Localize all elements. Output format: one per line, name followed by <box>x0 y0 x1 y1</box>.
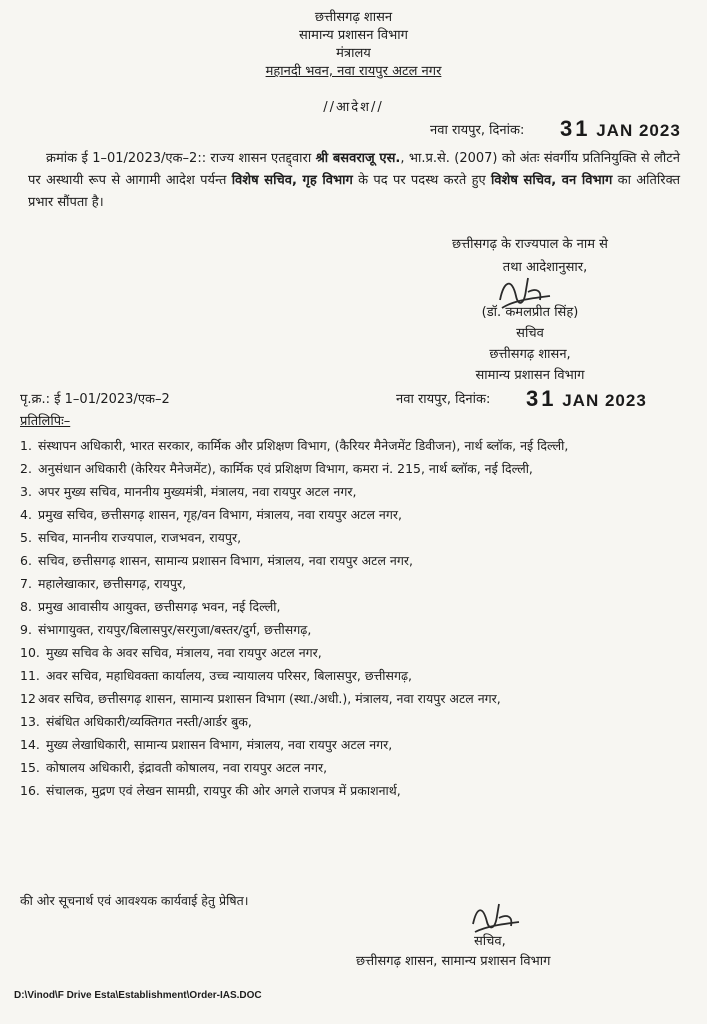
copy-recipient-number: 10. <box>20 645 40 660</box>
govt-name: छत्तीसगढ़ शासन <box>314 10 393 25</box>
officer-name: श्री बसवराजू एस. <box>315 151 401 166</box>
endorsement-date-day: 31 <box>526 386 557 411</box>
copy-recipient-number: 12 <box>20 691 36 706</box>
additional-charge-designation: विशेष सचिव, वन विभाग <box>490 173 613 188</box>
copy-recipient-text: संस्थापन अधिकारी, भारत सरकार, कार्मिक और प्रशिक्षण विभाग, (कैरियर मैनेजमेंट डिवीजन), नार्थ ब्लॉक, नई दिल्ली, <box>38 438 569 453</box>
endorsement-ref: पृ.क्र.: ई 1–01/2023/एक–2 <box>20 392 170 407</box>
copy-recipient-text: संबंधित अधिकारी/व्यक्तिगत नस्ती/आर्डर बुक, <box>46 714 252 729</box>
file-path: D:\Vinod\F Drive Esta\Establishment\Order-IAS.DOC <box>14 990 262 1001</box>
order-body <box>28 148 680 214</box>
copy-recipient-item <box>20 689 690 708</box>
order-date-label: नवा रायपुर, दिनांक: <box>430 123 525 138</box>
copy-recipient-text: सचिव, छत्तीसगढ़ शासन, सामान्य प्रशासन विभाग, मंत्रालय, नवा रायपुर अटल नगर, <box>38 553 413 568</box>
signatory-1-designation: सचिव <box>516 326 544 341</box>
closing-note: की ओर सूचनार्थ एवं आवश्यक कार्यवाई हेतु प्रेषित। <box>20 893 249 908</box>
copy-recipient-text: अवर सचिव, छत्तीसगढ़ शासन, सामान्य प्रशासन विभाग (स्था./अधी.), मंत्रालय, नवा रायपुर अटल नगर, <box>38 691 501 706</box>
copy-recipient-number: 6. <box>20 553 32 568</box>
copy-recipient-text: संचालक, मुद्रण एवं लेखन सामग्री, रायपुर की ओर अगले राजपत्र में प्रकाशनार्थ, <box>46 783 401 798</box>
order-text-1: क्रमांक ई 1–01/2023/एक–2:: राज्य शासन एतद्द्वारा <box>46 151 316 166</box>
copy-recipient-text: मुख्य लेखाधिकारी, सामान्य प्रशासन विभाग, मंत्रालय, नवा रायपुर अटल नगर, <box>46 737 393 752</box>
endorsement-date-stamp <box>526 386 647 412</box>
copy-recipient-item <box>20 597 690 616</box>
signatory-1-details <box>410 304 650 384</box>
copy-recipient-number: 14. <box>20 737 40 752</box>
copy-recipient-item <box>20 758 690 777</box>
department-name: सामान्य प्रशासन विभाग <box>299 28 408 43</box>
copy-recipient-item <box>20 459 690 478</box>
signatory-1-name: (डॉ. कमलप्रीत सिंह) <box>481 305 579 320</box>
copy-recipient-number: 2. <box>20 461 32 476</box>
order-text-2: , भा.प्र.से. (2007) को अंतः संवर्गीय प्रतिनियुक्ति से लौटने पर अस्थायी रूप से आगामी आदेश पर्यन्त <box>28 151 680 188</box>
copy-recipient-text: कोषालय अधिकारी, इंद्रावती कोषालय, नवा रायपुर अटल नगर, <box>46 760 328 775</box>
signatory-2-designation: सचिव, <box>474 934 506 949</box>
copy-recipient-item <box>20 436 690 455</box>
copy-recipient-item <box>20 643 690 662</box>
copy-recipient-text: प्रमुख सचिव, छत्तीसगढ़ शासन, गृह/वन विभाग, मंत्रालय, नवा रायपुर अटल नगर, <box>38 507 402 522</box>
signatory-1-org2: सामान्य प्रशासन विभाग <box>475 368 585 383</box>
office-address: महानदी भवन, नवा रायपुर अटल नगर <box>265 64 442 79</box>
copy-recipient-number: 3. <box>20 484 32 499</box>
copy-recipient-number: 9. <box>20 622 32 637</box>
copy-recipient-number: 1. <box>20 438 32 453</box>
copy-recipient-text: मुख्य सचिव के अवर सचिव, मंत्रालय, नवा रायपुर अटल नगर, <box>46 645 322 660</box>
copy-recipient-number: 4. <box>20 507 32 522</box>
copy-recipient-number: 8. <box>20 599 32 614</box>
copy-recipient-text: संभागायुक्त, रायपुर/बिलासपुर/सरगुजा/बस्तर/दुर्ग, छत्तीसगढ़, <box>38 622 312 637</box>
copy-recipient-item <box>20 574 690 593</box>
posted-designation: विशेष सचिव, गृह विभाग <box>231 173 353 188</box>
copy-to-label: प्रतिलिपिः– <box>20 414 71 429</box>
copy-recipient-item <box>20 620 690 639</box>
copy-recipient-text: अवर सचिव, महाधिवक्ता कार्यालय, उच्च न्यायालय परिसर, बिलासपुर, छत्तीसगढ़, <box>46 668 412 683</box>
copy-recipient-item <box>20 505 690 524</box>
copy-recipient-item <box>20 735 690 754</box>
endorsement-date-label: नवा रायपुर, दिनांक: <box>396 392 491 407</box>
endorsement-date-month-year: JAN 2023 <box>562 391 647 410</box>
copy-recipient-text: सचिव, माननीय राज्यपाल, राजभवन, रायपुर, <box>38 530 242 545</box>
copy-recipient-item <box>20 551 690 570</box>
order-date-day: 31 <box>560 116 591 141</box>
copy-recipient-text: अपर मुख्य सचिव, माननीय मुख्यमंत्री, मंत्रालय, नवा रायपुर अटल नगर, <box>38 484 357 499</box>
order-date-stamp <box>560 116 681 142</box>
ministry-name: मंत्रालय <box>336 46 371 61</box>
copy-recipient-number: 16. <box>20 783 40 798</box>
copy-recipient-number: 5. <box>20 530 32 545</box>
governor-name-line: छत्तीसगढ़ के राज्यपाल के नाम से <box>452 237 608 252</box>
copy-recipient-number: 13. <box>20 714 40 729</box>
copy-recipient-text: अनुसंधान अधिकारी (केरियर मैनेजमेंट), कार्मिक एवं प्रशिक्षण विभाग, कमरा नं. 215, नार्थ ब्लॉक, नई दिल्ली, <box>38 461 533 476</box>
by-order-line: तथा आदेशानुसार, <box>502 260 588 275</box>
copy-recipient-number: 7. <box>20 576 32 591</box>
copy-recipient-text: महालेखाकार, छत्तीसगढ़, रायपुर, <box>38 576 187 591</box>
copy-recipient-item <box>20 666 690 685</box>
order-text-4: का अतिरिक्त प्रभार सौंपता है। <box>28 173 680 210</box>
copy-recipient-text: प्रमुख आवासीय आयुक्त, छत्तीसगढ़ भवन, नई दिल्ली, <box>38 599 281 614</box>
copy-recipient-number: 15. <box>20 760 40 775</box>
order-date-month-year: JAN 2023 <box>596 121 681 140</box>
copy-recipient-item <box>20 712 690 731</box>
signatory-1-org1: छत्तीसगढ़ शासन, <box>489 347 571 362</box>
copy-recipient-item <box>20 528 690 547</box>
copy-recipients-list <box>20 436 690 804</box>
copy-recipient-number: 11. <box>20 668 40 683</box>
order-text-3: के पद पर पदस्थ करते हुए <box>352 173 491 188</box>
order-heading: //आदेश// <box>323 100 384 115</box>
copy-recipient-item <box>20 781 690 800</box>
copy-recipient-item <box>20 482 690 501</box>
signatory-2-org: छत्तीसगढ़ शासन, सामान्य प्रशासन विभाग <box>356 954 551 969</box>
